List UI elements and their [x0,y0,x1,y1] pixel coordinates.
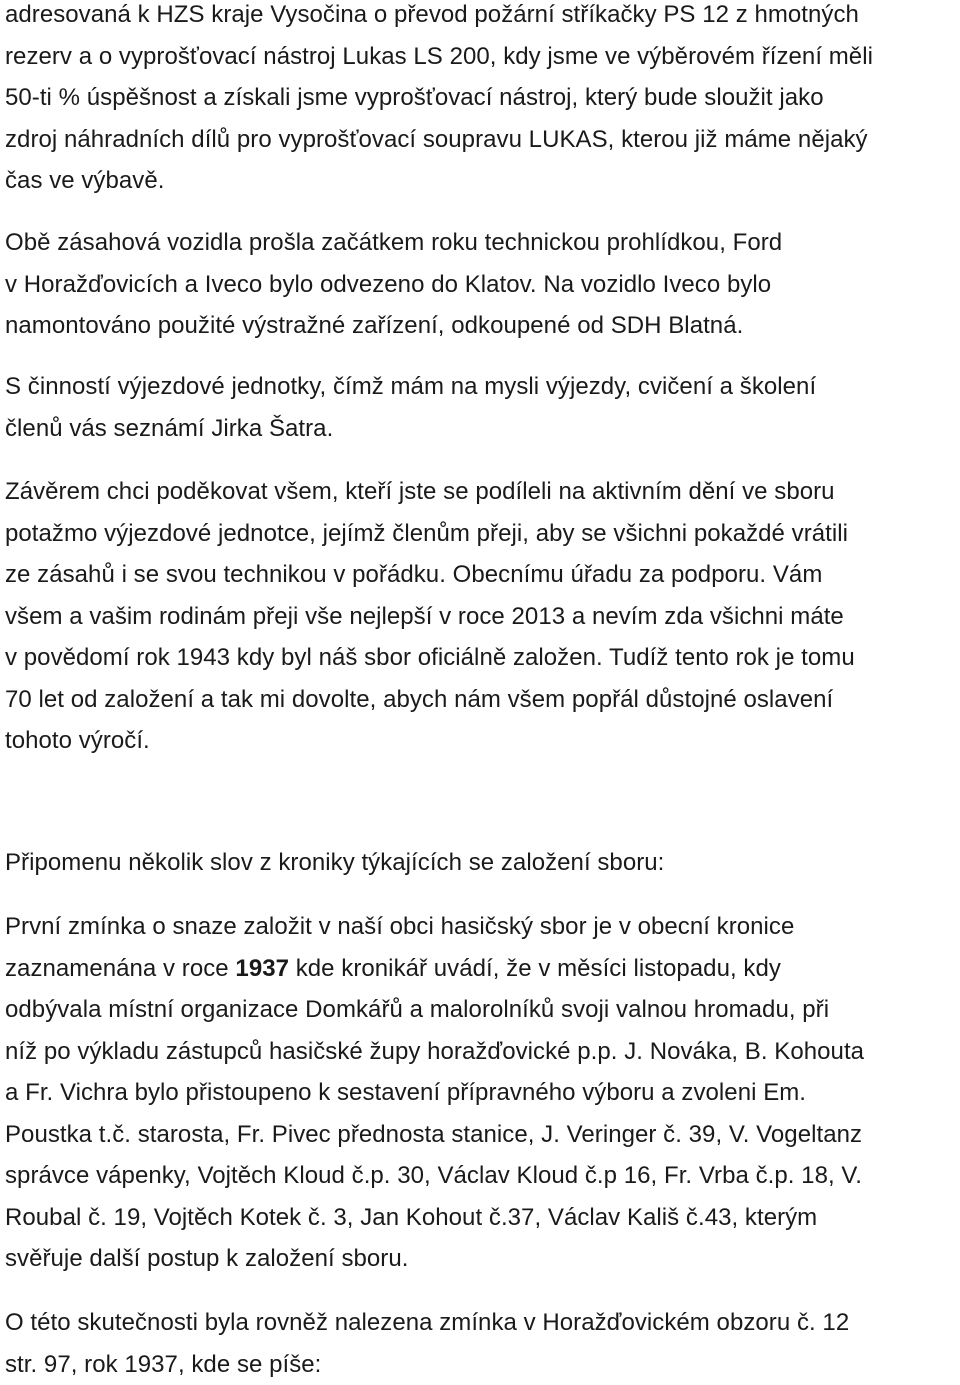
paragraph-newspaper-mention [5,1302,955,1385]
text-line: v Horažďovicích a Iveco bylo odvezeno do Klatov. Na vozidlo Iveco bylo [5,264,955,306]
text-line: Připomenu několik slov z kroniky týkajících se založení sboru: [5,842,955,884]
text-line: čas ve výbavě. [5,160,955,202]
paragraph-equipment-transfer [5,0,955,202]
text-line: adresovaná k HZS kraje Vysočina o převod požární stříkačky PS 12 z hmotných [5,0,955,36]
text-line: níž po výkladu zástupců hasičské župy horažďovické p.p. J. Nováka, B. Kohouta [5,1031,955,1073]
paragraph-closing-thanks [5,471,955,762]
text-line: potažmo výjezdové jednotce, jejímž členům přeji, aby se všichni pokaždé vrátili [5,513,955,555]
text-line: 50-ti % úspěšnost a získali jsme vyprošťovací nástroj, který bude sloužit jako [5,77,955,119]
paragraph-chronicle-intro [5,842,955,884]
text-line: členů vás seznámí Jirka Šatra. [5,408,955,450]
text-line: Závěrem chci poděkovat všem, kteří jste se podíleli na aktivním dění ve sboru [5,471,955,513]
text-line: 70 let od založení a tak mi dovolte, abych nám všem popřál důstojné oslavení [5,679,955,721]
text-segment: zaznamenána v roce [5,955,235,982]
text-line: O této skutečnosti byla rovněž nalezena zmínka v Horažďovickém obzoru č. 12 [5,1302,955,1344]
text-line: str. 97, rok 1937, kde se píše: [5,1344,955,1385]
text-line: odbývala místní organizace Domkářů a malorolníků svoji valnou hromadu, při [5,989,955,1031]
text-line: První zmínka o snaze založit v naší obci hasičský sbor je v obecní kronice [5,906,955,948]
text-line: a Fr. Vichra bylo přistoupeno k sestavení přípravného výboru a zvoleni Em. [5,1072,955,1114]
text-line: správce vápenky, Vojtěch Kloud č.p. 30, Václav Kloud č.p 16, Fr. Vrba č.p. 18, V. [5,1155,955,1197]
text-line: Roubal č. 19, Vojtěch Kotek č. 3, Jan Kohout č.37, Václav Kališ č.43, kterým [5,1197,955,1239]
text-line: Poustka t.č. starosta, Fr. Pivec přednosta stanice, J. Veringer č. 39, V. Vogeltanz [5,1114,955,1156]
text-line: svěřuje další postup k založení sboru. [5,1238,955,1280]
paragraph-vehicle-inspection [5,222,955,347]
paragraph-unit-activity [5,366,955,449]
text-line: Obě zásahová vozidla prošla začátkem roku technickou prohlídkou, Ford [5,222,955,264]
text-line: všem a vašim rodinám přeji vše nejlepší v roce 2013 a nevím zda všichni máte [5,596,955,638]
text-line: ze zásahů i se svou technikou v pořádku. Obecnímu úřadu za podporu. Vám [5,554,955,596]
text-line: tohoto výročí. [5,720,955,762]
text-line: S činností výjezdové jednotky, čímž mám na mysli výjezdy, cvičení a školení [5,366,955,408]
text-line: v povědomí rok 1943 kdy byl náš sbor oficiálně založen. Tudíž tento rok je tomu [5,637,955,679]
text-line [5,948,955,990]
text-segment: kde kronikář uvádí, že v měsíci listopadu, kdy [289,955,781,982]
bold-year: 1937 [235,955,289,982]
text-line: rezerv a o vyprošťovací nástroj Lukas LS 200, kdy jsme ve výběrovém řízení měli [5,36,955,78]
paragraph-chronicle-founding [5,906,955,1280]
text-line: zdroj náhradních dílů pro vyprošťovací soupravu LUKAS, kterou již máme nějaký [5,119,955,161]
text-line: namontováno použité výstražné zařízení, odkoupené od SDH Blatná. [5,305,955,347]
